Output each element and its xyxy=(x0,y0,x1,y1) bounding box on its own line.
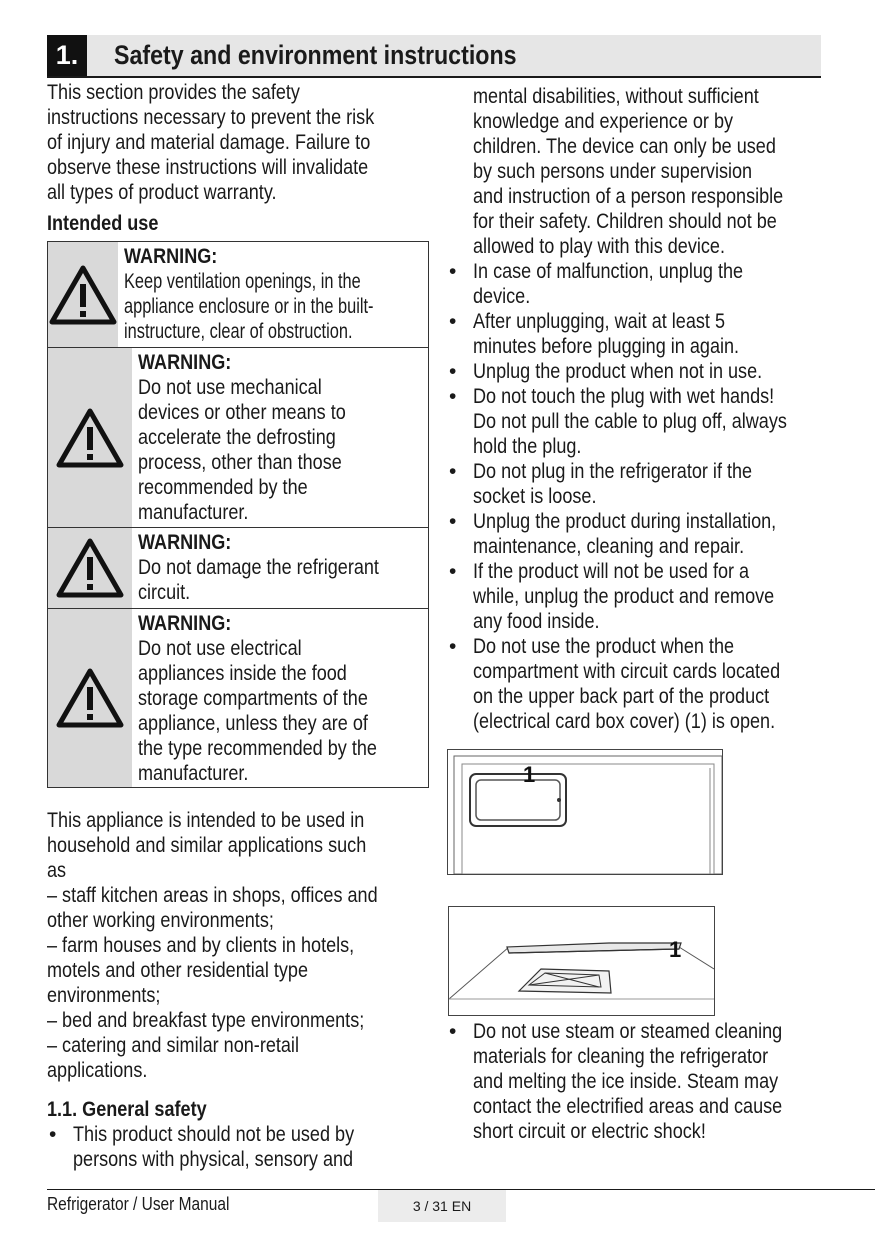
continuation-line: allowed to play with this device. xyxy=(473,235,725,258)
intro-line: of injury and material damage. Failure to xyxy=(47,131,371,154)
bullet-item xyxy=(447,459,837,509)
intended-use-heading-text: Intended use xyxy=(47,212,159,235)
warning-line: appliance enclosure or in the built- xyxy=(124,295,374,318)
continuation-line: for their safety. Children should not be xyxy=(473,210,777,233)
bullet-line: socket is loose. xyxy=(473,485,597,508)
intro-line: observe these instructions will invalidate xyxy=(47,156,369,179)
warning-triangle-icon xyxy=(48,242,118,347)
figure-callout-label: 1 xyxy=(669,937,682,962)
warning-line: process, other than those xyxy=(138,451,342,474)
bullet-line: • After unplugging, wait at least 5 xyxy=(473,310,725,333)
section-header xyxy=(47,35,821,78)
warning-triangle-icon xyxy=(48,528,132,608)
usage-line: motels and other residential type xyxy=(47,959,309,982)
warning-row xyxy=(47,609,429,788)
warning-table xyxy=(47,241,429,788)
section-number: 1. xyxy=(47,35,87,76)
bullet-line: compartment with circuit cards located xyxy=(473,660,781,683)
usage-paragraph xyxy=(47,808,432,1083)
warning-line: recommended by the xyxy=(138,476,308,499)
bullet-line: • In case of malfunction, unplug the xyxy=(473,260,744,283)
usage-line: as xyxy=(47,859,67,882)
figure-callout-label: 1 xyxy=(523,762,536,787)
warning-triangle-icon xyxy=(48,609,132,787)
warning-row xyxy=(47,242,429,348)
warning-title: WARNING: xyxy=(138,531,232,554)
general-safety-section xyxy=(47,1097,432,1172)
bullet-line: • This product should not be used by xyxy=(73,1123,355,1146)
bullet-line: • Do not touch the plug with wet hands! xyxy=(473,385,775,408)
warning-row xyxy=(47,348,429,528)
continuation-line: by such persons under supervision xyxy=(473,160,753,183)
bullet-item xyxy=(447,259,837,309)
warning-line: appliance, unless they are of xyxy=(138,712,368,735)
bullet-line: minutes before plugging in again. xyxy=(473,335,740,358)
continuation-line: and instruction of a person responsible xyxy=(473,185,784,208)
bullet-line: while, unplug the product and remove xyxy=(473,585,775,608)
bullet-line: • Unplug the product during installation, xyxy=(473,510,777,533)
footer-title xyxy=(47,1193,259,1215)
warning-title: WARNING: xyxy=(138,612,232,635)
usage-line: This appliance is intended to be used in xyxy=(47,809,365,832)
warning-line: Do not use mechanical xyxy=(138,376,322,399)
bullet-item xyxy=(447,509,837,559)
warning-line: manufacturer. xyxy=(138,501,249,524)
bullet-line: persons with physical, sensory and xyxy=(73,1148,354,1171)
intro-line: all types of product warranty. xyxy=(47,181,277,204)
bullet-line: and melting the ice inside. Steam may xyxy=(473,1070,779,1093)
warning-line: appliances inside the food xyxy=(138,662,347,685)
warning-line: storage compartments of the xyxy=(138,687,368,710)
intended-use-heading xyxy=(47,211,432,236)
card-box-figure-top xyxy=(448,906,715,1016)
warning-line: Do not use electrical xyxy=(138,637,302,660)
continuation-paragraph xyxy=(447,84,837,259)
warning-text xyxy=(132,528,428,608)
footer-title-text: Refrigerator / User Manual xyxy=(47,1194,230,1214)
general-safety-heading-text: 1.1. General safety xyxy=(47,1098,207,1121)
card-box-figure-front xyxy=(447,749,723,875)
warning-line: manufacturer. xyxy=(138,762,249,785)
bullet-item xyxy=(447,359,837,384)
warning-text xyxy=(118,242,444,347)
warning-line: Do not damage the refrigerant xyxy=(138,556,379,579)
bullet-line: contact the electrified areas and cause xyxy=(473,1095,783,1118)
bullet-line: • Do not use the product when the xyxy=(473,635,735,658)
bullet-item xyxy=(447,309,837,359)
usage-line: other working environments; xyxy=(47,909,274,932)
warning-title: WARNING: xyxy=(138,351,232,374)
warning-text xyxy=(132,348,428,527)
usage-line: – catering and similar non-retail xyxy=(47,1034,299,1057)
usage-line: – bed and breakfast type environments; xyxy=(47,1009,365,1032)
warning-line: devices or other means to xyxy=(138,401,346,424)
bullet-line: materials for cleaning the refrigerator xyxy=(473,1045,769,1068)
warning-line: the type recommended by the xyxy=(138,737,377,760)
bullet-line: maintenance, cleaning and repair. xyxy=(473,535,745,558)
warning-line: accelerate the defrosting xyxy=(138,426,336,449)
usage-line: applications. xyxy=(47,1059,148,1082)
bullet-item xyxy=(447,384,837,459)
bullet-line: any food inside. xyxy=(473,610,600,633)
usage-line: household and similar applications such xyxy=(47,834,367,857)
warning-line: Keep ventilation openings, in the xyxy=(124,270,361,293)
bullet-line: hold the plug. xyxy=(473,435,582,458)
intro-line: instructions necessary to prevent the risk xyxy=(47,106,375,129)
continuation-line: children. The device can only be used xyxy=(473,135,776,158)
intro-paragraph xyxy=(47,80,432,205)
bullet-line: • If the product will not be used for a xyxy=(473,560,750,583)
page-number: 3 / 31 EN xyxy=(378,1190,506,1222)
bullet-line: short circuit or electric shock! xyxy=(473,1120,706,1143)
warning-line: circuit. xyxy=(138,581,191,604)
usage-line: – staff kitchen areas in shops, offices and xyxy=(47,884,378,907)
bullet-line: • Unplug the product when not in use. xyxy=(473,360,763,383)
usage-line: environments; xyxy=(47,984,161,1007)
bullet-item xyxy=(447,559,837,634)
section-title xyxy=(114,35,582,76)
bullet-line: (electrical card box cover) (1) is open. xyxy=(473,710,776,733)
warning-triangle-icon xyxy=(48,348,132,527)
continuation-line: mental disabilities, without sufficient xyxy=(473,85,759,108)
bullet-line: device. xyxy=(473,285,531,308)
bullet-line: • Do not plug in the refrigerator if the xyxy=(473,460,753,483)
bullet-item xyxy=(447,634,837,734)
warning-row xyxy=(47,528,429,609)
card-box-front-illustration xyxy=(448,750,722,874)
general-safety-heading xyxy=(47,1097,432,1122)
bullet-line: Do not pull the cable to plug off, always xyxy=(473,410,787,433)
warning-title: WARNING: xyxy=(124,245,218,268)
intro-line: This section provides the safety xyxy=(47,81,300,104)
continuation-line: knowledge and experience or by xyxy=(473,110,734,133)
usage-line: – farm houses and by clients in hotels, xyxy=(47,934,355,957)
warning-text xyxy=(132,609,428,787)
left-column xyxy=(47,80,432,236)
bullet-line: on the upper back part of the product xyxy=(473,685,770,708)
section-title-text: Safety and environment instructions xyxy=(114,40,517,70)
bullet-item xyxy=(47,1122,432,1172)
right-column xyxy=(447,84,837,734)
bullet-line: • Do not use steam or steamed cleaning xyxy=(473,1020,783,1043)
warning-line: instructure, clear of obstruction. xyxy=(124,320,353,343)
bullet-item xyxy=(447,1019,863,1144)
